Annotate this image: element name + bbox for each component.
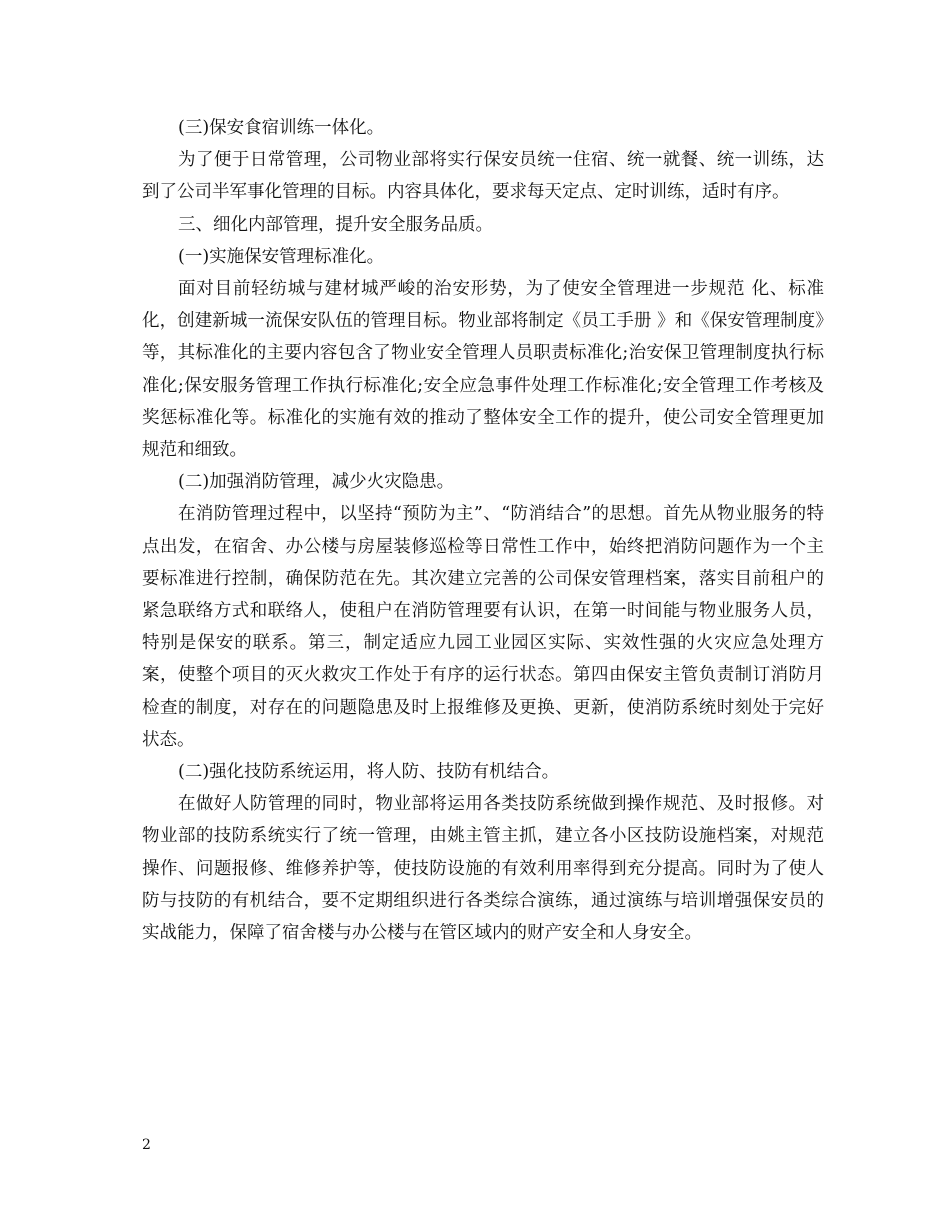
paragraph-fire-management: 在消防管理过程中，以坚持“预防为主”、“防消结合”的思想。首先从物业服务的特点出发，在宿舍、办公楼与房屋装修巡检等日常性工作中，始终把消防问题作为一个主要标准进行控制，确保防范在先。其次建立完善的公司保安管理档案，落实目前租户的紧急联络方式和联络人，使租户在消防管理要有认识，在第一时间能与物业服务人员，特别是保安的联系。第三，制定适应九园工业园区实际、实效性强的火灾应急处理方案，使整个项目的灭火救灾工作处于有序的运行状态。第四由保安主管负责制订消防月检查的制度，对存在的问题隐患及时上报维修及更换、更新，使消防系统时刻处于完好状态。 [142,504,824,750]
paragraph-standardization: 面对目前轻纺城与建材城严峻的治安形势，为了使安全管理进一步规范 化、标准化，创建新城一流保安队伍的管理目标。物业部将制定《员工手册 》和《保安管理制度》等，其标准化的主要内容包含了物业安全管理人员职责标准化;治安保卫管理制度执行标准化;保安服务管理工作执行标准化;安全应急事件处理工作标准化;安全管理工作考核及奖惩标准化等。标准化的实施有效的推动了整体安全工作的提升，使公司安全管理更加规范和细致。 [142,279,824,461]
section-heading-internal-management: 三、细化内部管理，提升安全服务品质。 [178,214,493,235]
document-body [142,112,824,949]
paragraph-technical-defense: 在做好人防管理的同时，物业部将运用各类技防系统做到操作规范、及时报修。对物业部的技防系统实行了统一管理，由姚主管主抓，建立各小区技防设施档案，对规范操作、问题报修、维修养护等，使技防设施的有效利用率得到充分提高。同时为了使人防与技防的有机结合，要不定期组织进行各类综合演练，通过演练与培训增强保安员的实战能力，保障了宿舍楼与办公楼与在管区域内的财产安全和人身安全。 [142,794,824,944]
page-number: 2 [142,1137,151,1153]
section-heading-standardization: (一)实施保安管理标准化。 [178,246,385,267]
paragraph-unified-management: 为了便于日常管理，公司物业部将实行保安员统一住宿、统一就餐、统一训练，达到了公司半军事化管理的目标。内容具体化，要求每天定点、定时训练，适时有序。 [142,150,824,203]
section-heading-fire-management: (二)加强消防管理，减少火灾隐患。 [178,472,455,493]
section-heading-technical-defense: (二)强化技防系统运用，将人防、技防有机结合。 [178,762,560,783]
section-heading-catering-training: (三)保安食宿训练一体化。 [178,118,385,138]
